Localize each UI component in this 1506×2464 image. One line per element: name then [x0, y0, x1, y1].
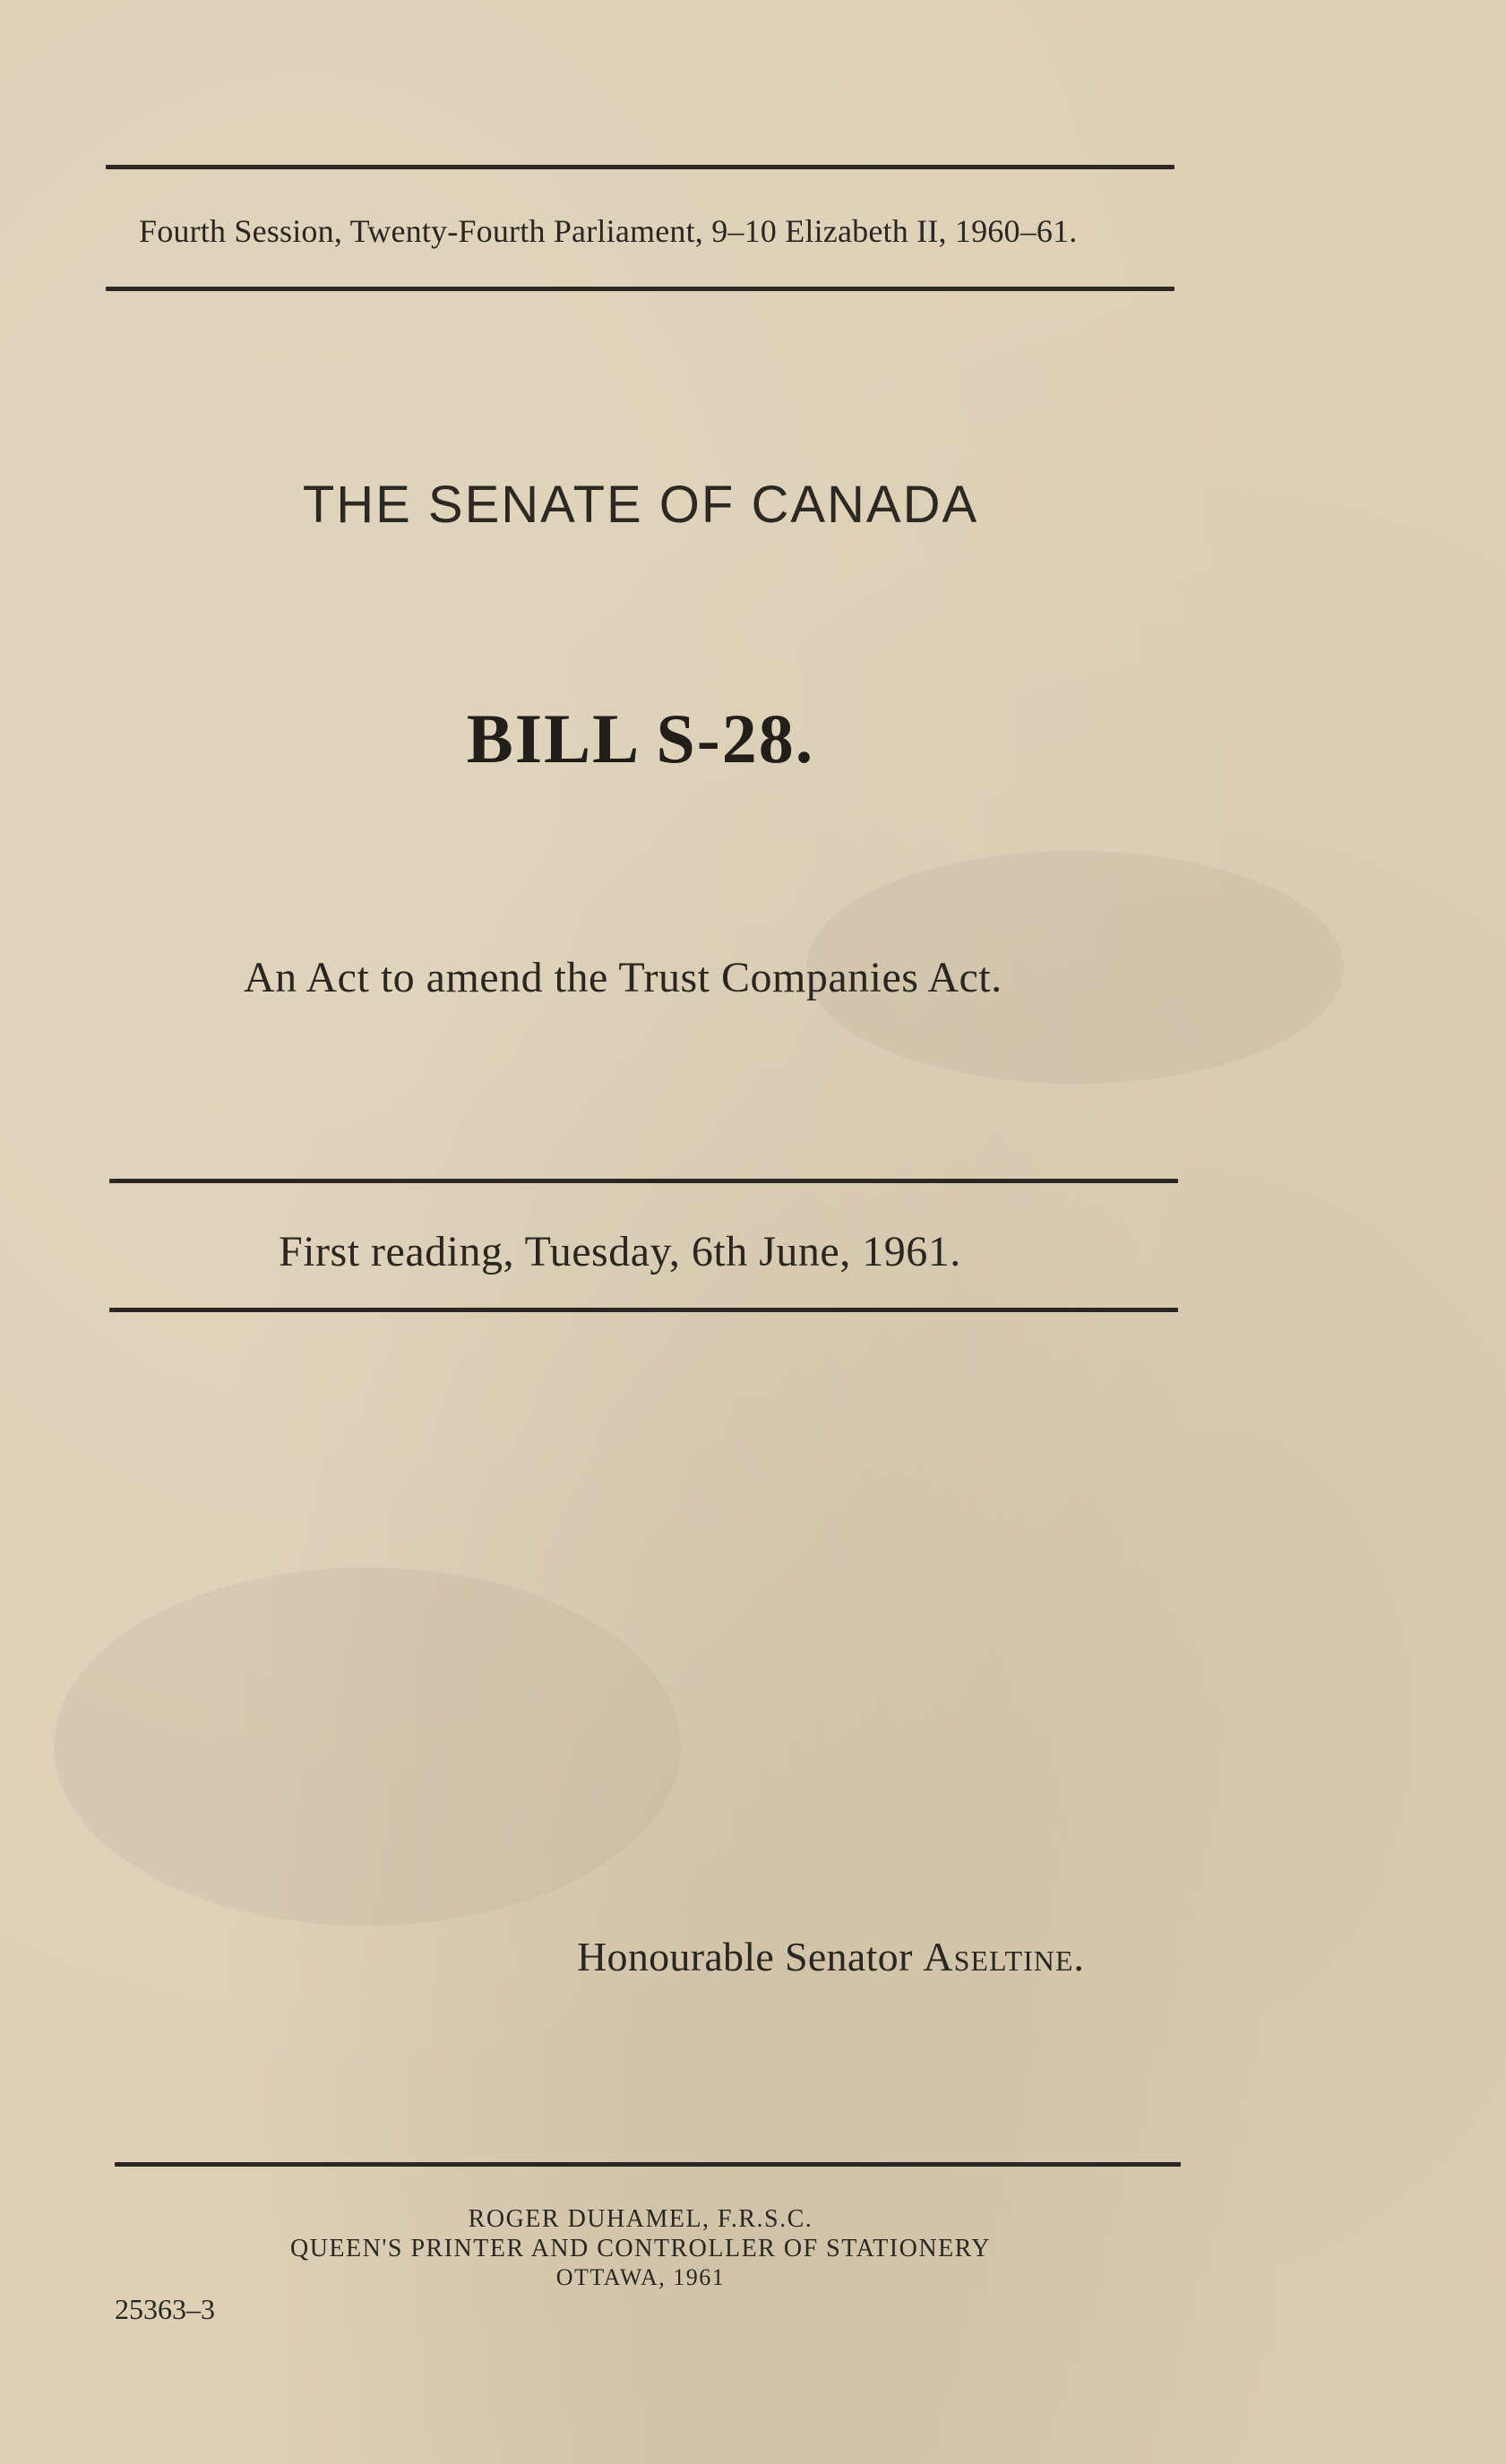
- imprint-rule: [115, 2162, 1181, 2167]
- sponsor-suffix: .: [1073, 1934, 1085, 1979]
- printer-name: ROGER DUHAMEL, F.R.S.C.: [468, 2205, 813, 2233]
- sponsor-prefix: Honourable Senator: [577, 1934, 924, 1979]
- printer-place-year: OTTAWA, 1961: [555, 2264, 726, 2290]
- chamber-title: THE SENATE OF CANADA: [302, 476, 979, 534]
- sponsor-line: [577, 1933, 1084, 1980]
- first-reading-line: First reading, Tuesday, 6th June, 1961.: [279, 1228, 961, 1275]
- sponsor-name: Aseltine: [923, 1934, 1074, 1979]
- bill-description: An Act to amend the Trust Companies Act.: [244, 954, 1003, 1001]
- paper-stain: [54, 1567, 681, 1926]
- top-rule: [106, 165, 1175, 169]
- session-line: Fourth Session, Twenty-Fourth Parliament, 9–10 Elizabeth II, 1960–61.: [139, 213, 1078, 249]
- reading-top-rule: [109, 1179, 1178, 1183]
- bill-number: BILL S-28.: [466, 700, 815, 777]
- reading-bottom-rule: [109, 1308, 1178, 1312]
- header-bottom-rule: [106, 287, 1175, 291]
- printer-title: QUEEN'S PRINTER AND CONTROLLER OF STATIONERY: [289, 2235, 992, 2262]
- print-code: 25363–3: [115, 2293, 215, 2325]
